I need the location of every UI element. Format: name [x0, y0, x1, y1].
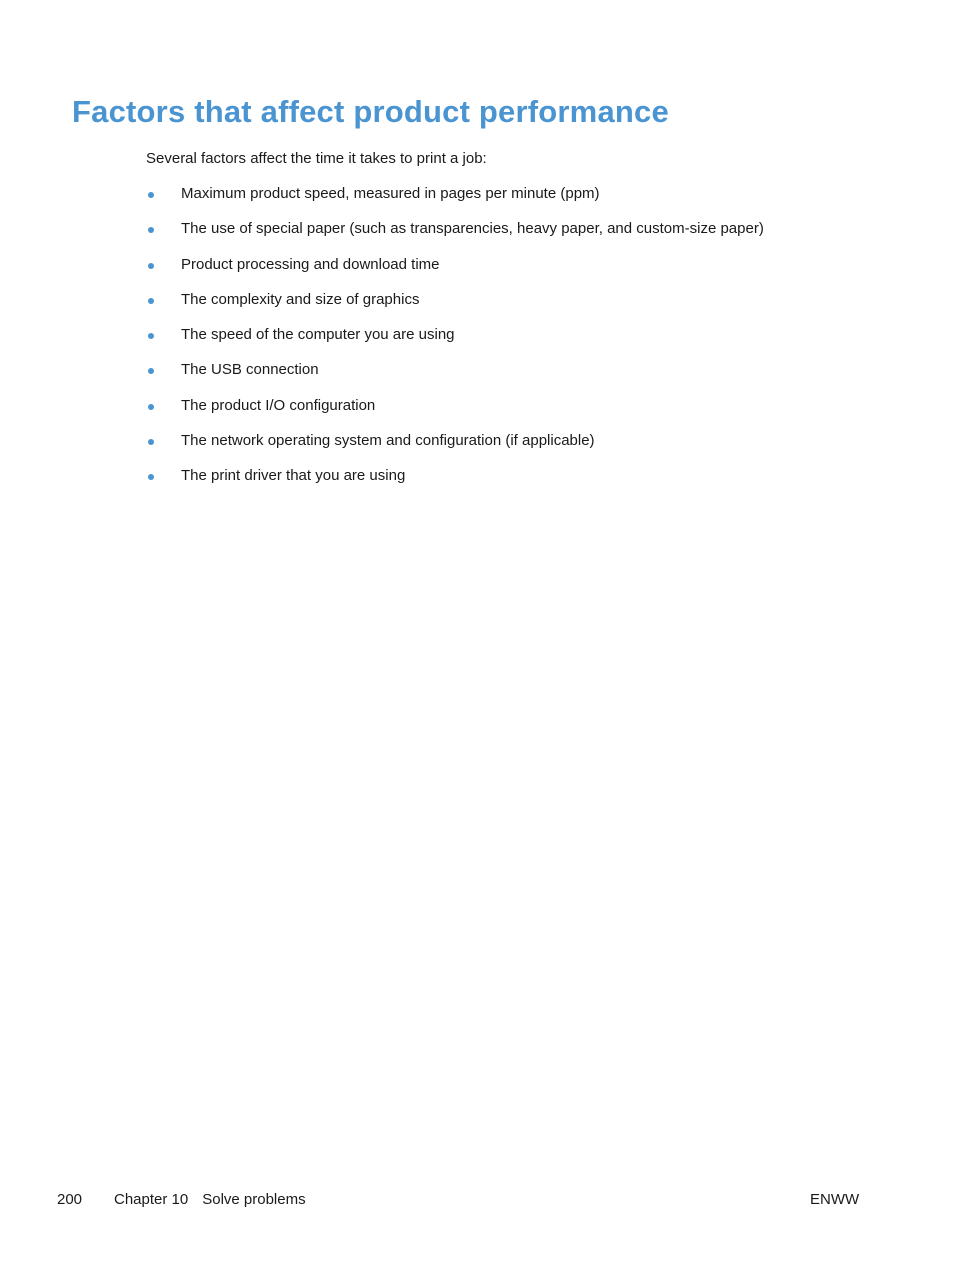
bullet-icon [148, 298, 154, 304]
list-item-text: Product processing and download time [181, 255, 440, 273]
list-item-text: The USB connection [181, 361, 319, 379]
list-item-text: Maximum product speed, measured in pages per minute (ppm) [181, 185, 600, 202]
list-item-text: The complexity and size of graphics [181, 290, 420, 308]
list-item-text: The network operating system and configuration (if applicable) [181, 432, 595, 450]
list-item-text: The use of special paper (such as transparencies, heavy paper, and custom-size paper) [181, 220, 764, 238]
bullet-icon [148, 404, 154, 410]
list-item-text: The print driver that you are using [181, 467, 406, 485]
page-number: 200 [57, 1191, 83, 1208]
intro-paragraph: Several factors affect the time it takes to print a job: [146, 150, 487, 167]
footer-edition: ENWW [810, 1191, 860, 1208]
footer-left [57, 1190, 306, 1210]
chapter-label: Chapter 10 [114, 1191, 189, 1208]
page-title: Factors that affect product performance [72, 94, 669, 129]
list-item-text: The product I/O configuration [181, 396, 376, 414]
bullet-icon [148, 263, 154, 269]
bullet-icon [148, 474, 154, 480]
list-item-text: The speed of the computer you are using [181, 326, 455, 344]
bullet-icon [148, 439, 154, 445]
bullet-icon [148, 227, 154, 233]
bullet-icon [148, 192, 154, 198]
bullet-icon [148, 333, 154, 339]
bullet-icon [148, 368, 154, 374]
chapter-title: Solve problems [202, 1191, 306, 1208]
